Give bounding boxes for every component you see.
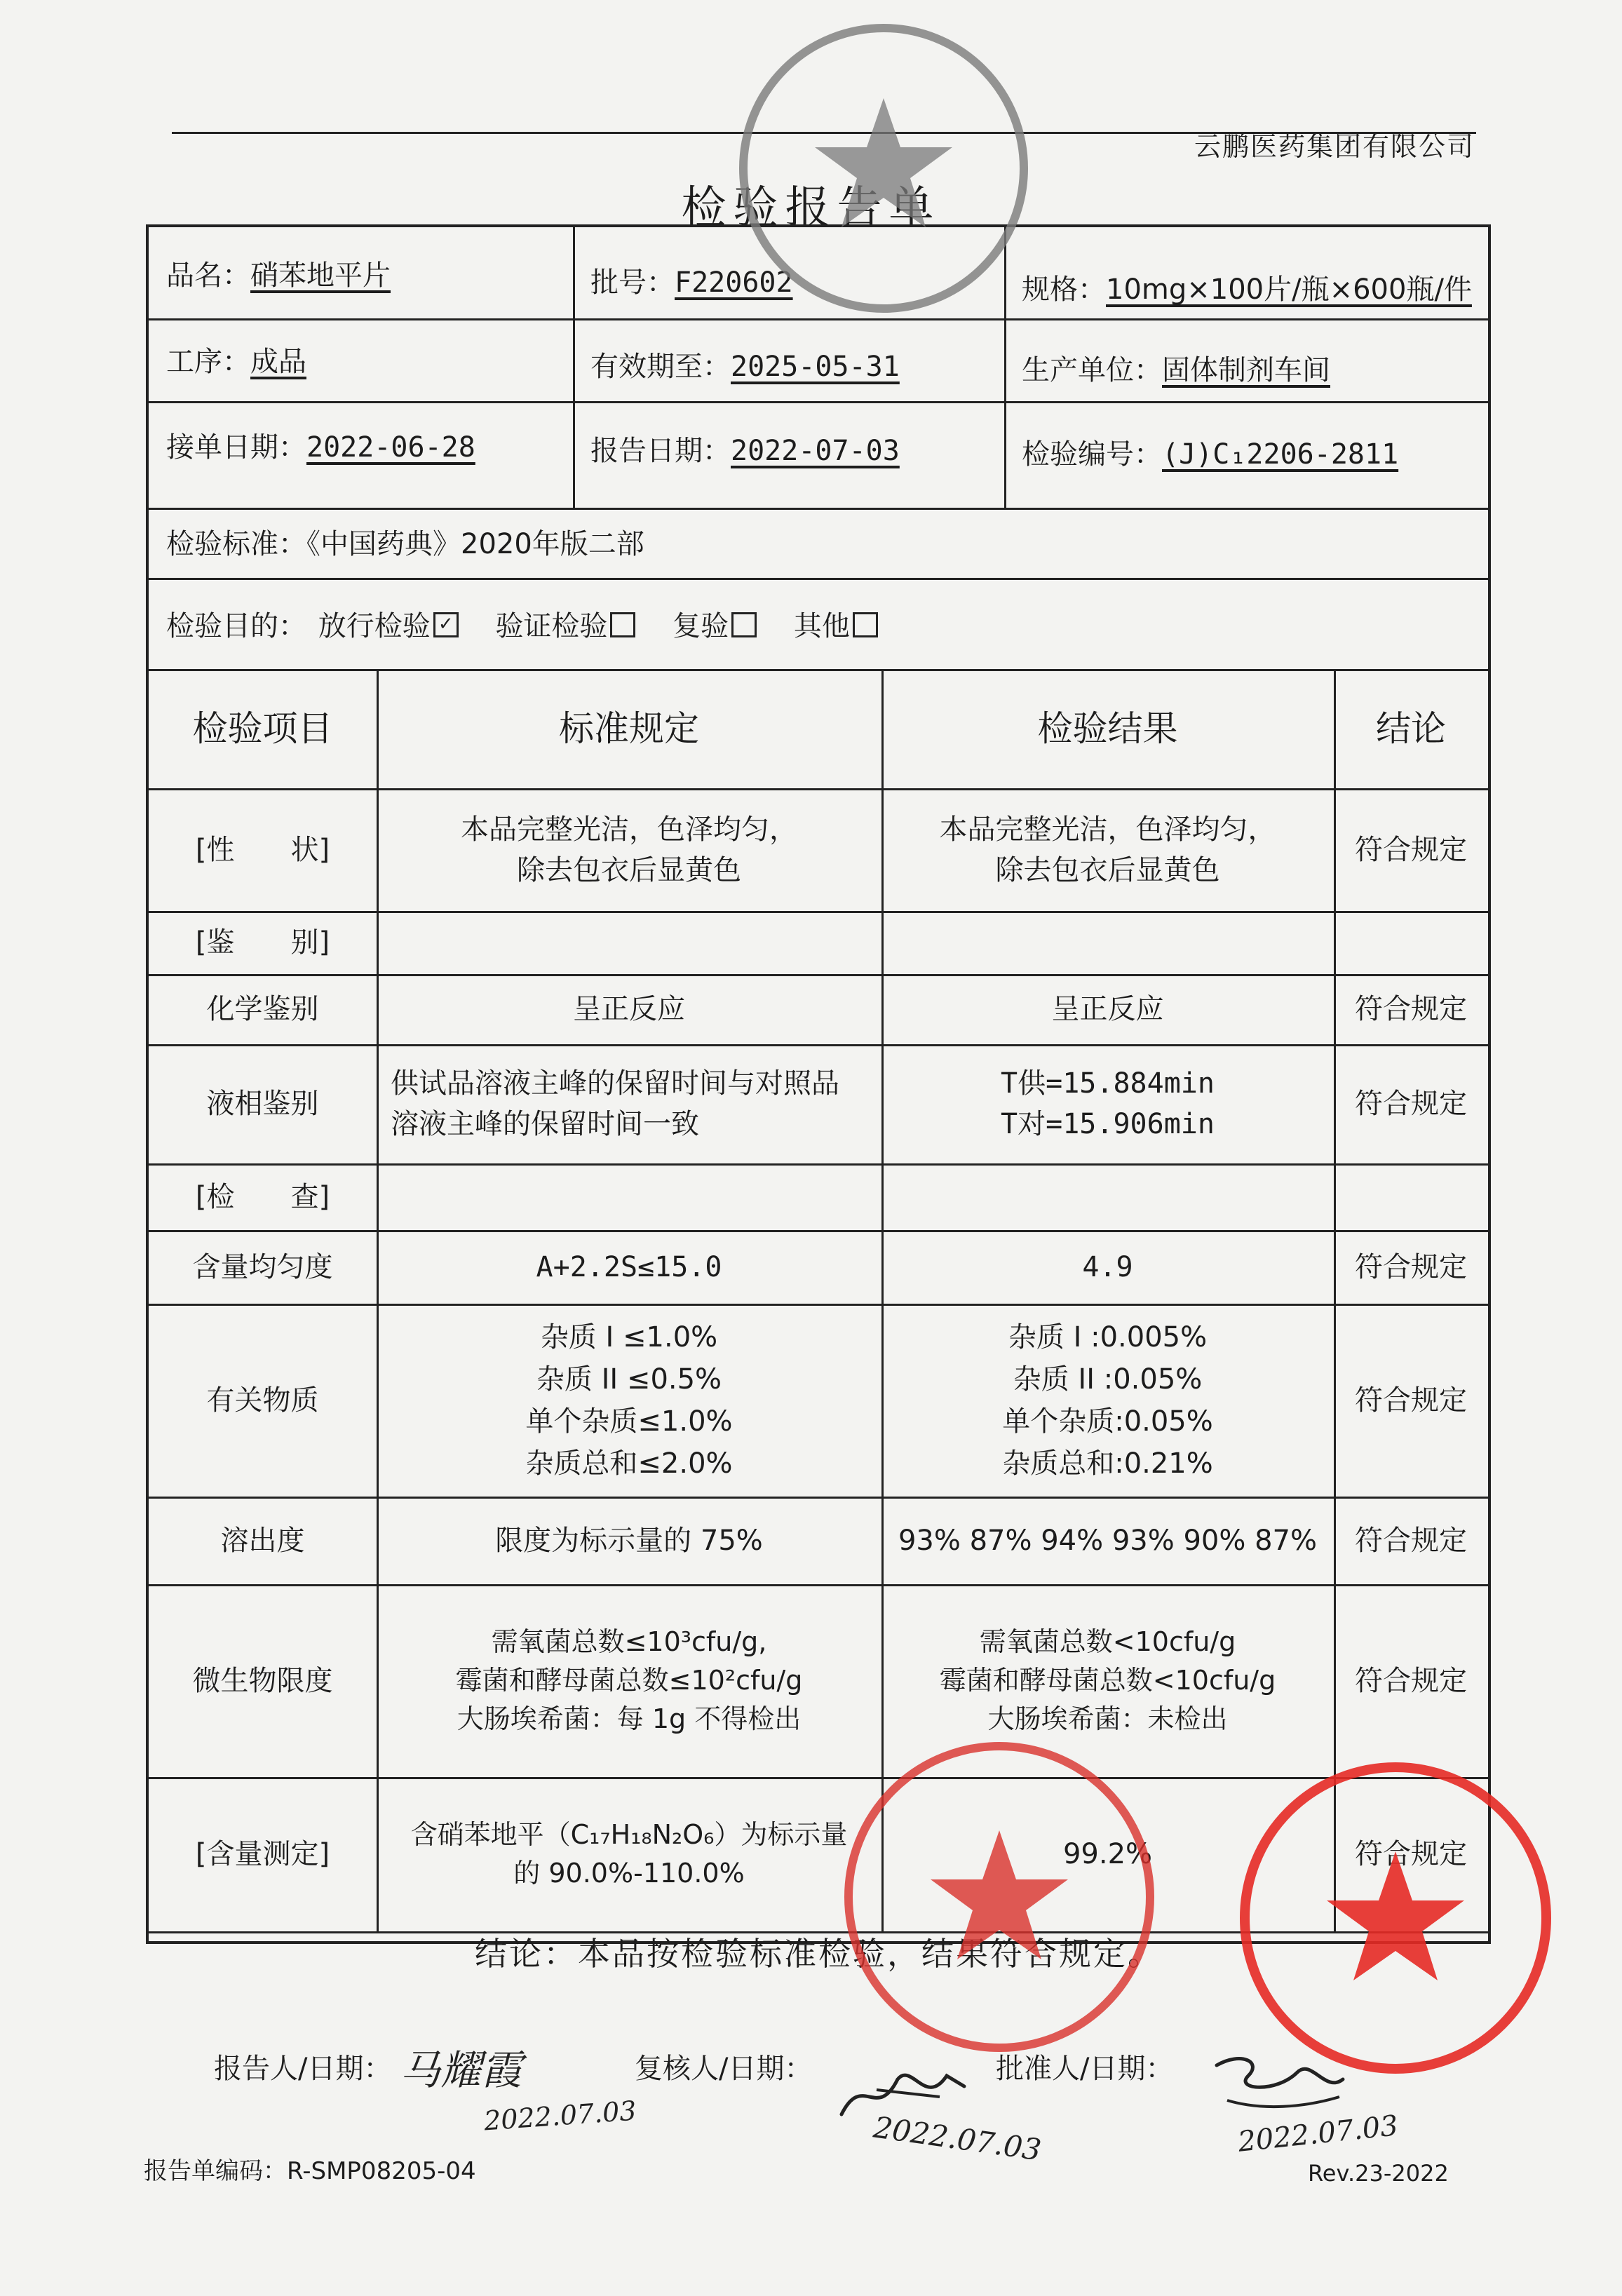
table-row-standard: A+2.2S≤15.0 xyxy=(536,1250,722,1283)
product-value: 硝苯地平片 xyxy=(250,259,391,292)
table-row-item: 化学鉴别 xyxy=(206,993,319,1025)
approver-date: 2022.07.03 xyxy=(1236,2109,1400,2159)
revision: Rev.23-2022 xyxy=(1308,2160,1449,2187)
table-row-standard: 含硝苯地平（C₁₇H₁₈N₂O₆）为标示量 的 90.0%-110.0% xyxy=(410,1818,848,1889)
purpose-label: 检验目的： xyxy=(166,610,306,642)
table-row-result: 需氧菌总数<10cfu/g 霉菌和酵母菌总数<10cfu/g 大肠埃希菌：未检出 xyxy=(939,1626,1276,1735)
column-header-item: 检验项目 xyxy=(192,708,333,749)
expiry-label: 有效期至： xyxy=(590,351,731,383)
table-section-item: [检 查] xyxy=(195,1180,330,1213)
table-row-conclusion: 符合规定 xyxy=(1355,1664,1467,1697)
test-purpose xyxy=(166,609,878,643)
company-inspection-seal xyxy=(729,14,1038,323)
expiry-value: 2025-05-31 xyxy=(731,351,900,383)
table-row-result: T供=15.884min T对=15.906min xyxy=(1001,1067,1215,1140)
table-section-item: [鉴 别] xyxy=(195,926,330,959)
reporter-date: 2022.07.03 xyxy=(482,2095,637,2137)
divider xyxy=(149,401,1488,403)
table-row-standard: 需氧菌总数≤10³cfu/g, 霉菌和酵母菌总数≤10²cfu/g 大肠埃希菌：每 1g 不得检出 xyxy=(455,1626,803,1735)
table-row-conclusion: 符合规定 xyxy=(1355,993,1467,1025)
test-standard: 检验标准：《中国药典》2020年版二部 xyxy=(166,528,644,560)
table-row-conclusion: 符合规定 xyxy=(1355,833,1467,866)
table-row-result: 杂质 I :0.005% 杂质 II :0.05% 单个杂质:0.05% 杂质总和:0.21% xyxy=(1002,1321,1213,1480)
process-label: 工序： xyxy=(166,346,250,378)
test-number-label: 检验编号： xyxy=(1022,438,1162,471)
report-table xyxy=(146,224,1491,1944)
final-conclusion: 结论：本品按检验标准检验，结果符合规定。 xyxy=(475,1935,1162,1973)
column-header-conclusion: 结论 xyxy=(1376,708,1446,749)
checkbox-checked-icon: ✓ xyxy=(433,612,459,637)
checkbox-icon xyxy=(610,612,635,637)
pharmacy-quality-seal xyxy=(834,1732,1164,2062)
spec-field xyxy=(1022,273,1472,306)
table-row-item: 含量均匀度 xyxy=(192,1250,333,1283)
table-row-conclusion: 符合规定 xyxy=(1355,1838,1467,1870)
table-row-result: 呈正反应 xyxy=(1051,993,1164,1025)
table-row-standard: 本品完整光洁，色泽均匀， 除去包衣后显黄色 xyxy=(461,813,797,886)
checkbox-icon xyxy=(853,612,878,637)
purpose-release: 放行检验 ✓ xyxy=(318,610,459,642)
table-row-item: 有关物质 xyxy=(206,1384,319,1417)
table-row-result: 93% 87% 94% 93% 90% 87% xyxy=(898,1524,1317,1557)
report-date-value: 2022-07-03 xyxy=(731,435,900,467)
divider xyxy=(149,508,1488,510)
test-number-value: (J)C₁2206-2811 xyxy=(1162,438,1399,471)
reviewer-label: 复核人/日期： xyxy=(635,2053,813,2085)
table-row-conclusion: 符合规定 xyxy=(1355,1524,1467,1557)
purpose-retest: 复验 xyxy=(673,610,757,642)
product-field xyxy=(166,259,391,292)
table-row-standard: 呈正反应 xyxy=(573,993,685,1025)
reviewer-date: 2022.07.03 xyxy=(871,2109,1043,2168)
table-row-result: 4.9 xyxy=(1082,1250,1133,1283)
report-date-field xyxy=(590,434,900,468)
report-date-label: 报告日期： xyxy=(590,435,731,467)
reporter-label: 报告人/日期： xyxy=(214,2053,392,2085)
test-number-field xyxy=(1022,438,1398,471)
table-row-item: [性 状] xyxy=(195,833,330,866)
batch-label: 批号： xyxy=(590,266,675,299)
table-row-conclusion: 符合规定 xyxy=(1355,1250,1467,1283)
process-field xyxy=(166,345,306,379)
table-row-standard: 杂质 I ≤1.0% 杂质 II ≤0.5% 单个杂质≤1.0% 杂质总和≤2.0% xyxy=(525,1321,733,1480)
divider xyxy=(149,578,1488,580)
report-code: 报告单编码：R-SMP08205-04 xyxy=(144,2157,476,2185)
purpose-validation: 验证检验 xyxy=(495,610,635,642)
column-header-standard: 标准规定 xyxy=(559,708,699,749)
expiry-field xyxy=(590,350,900,384)
batch-value: F220602 xyxy=(675,266,793,299)
table-row-standard: 限度为标示量的 75% xyxy=(495,1524,763,1557)
column-header-result: 检验结果 xyxy=(1037,708,1178,749)
spec-label: 规格： xyxy=(1022,274,1106,306)
checkbox-icon xyxy=(731,612,757,637)
producer-value: 固体制剂车间 xyxy=(1162,354,1330,386)
spec-value: 10mg×100片/瓶×600瓶/件 xyxy=(1106,274,1472,306)
company-quality-seal xyxy=(1231,1753,1560,2083)
receive-date-label: 接单日期： xyxy=(166,431,306,464)
reporter-signature: 马耀霞 xyxy=(400,2046,522,2094)
receive-date-field xyxy=(166,431,475,464)
divider xyxy=(573,227,575,508)
table-row-conclusion: 符合规定 xyxy=(1355,1088,1467,1120)
purpose-other: 其他 xyxy=(794,610,878,642)
table-row-item: 液相鉴别 xyxy=(206,1088,319,1120)
table-row-item: 溶出度 xyxy=(220,1524,305,1557)
table-row-item: 微生物限度 xyxy=(192,1664,333,1697)
approver-label: 批准人/日期： xyxy=(996,2053,1174,2085)
product-label: 品名： xyxy=(166,259,250,292)
table-row-conclusion: 符合规定 xyxy=(1355,1384,1467,1417)
table-row-result: 99.2% xyxy=(1062,1838,1153,1870)
receive-date-value: 2022-06-28 xyxy=(306,431,475,464)
producer-field xyxy=(1022,353,1330,387)
table-row-item: [含量测定] xyxy=(195,1838,330,1870)
report-title: 检验报告单 xyxy=(681,182,941,234)
company-name: 云鹏医药集团有限公司 xyxy=(1194,131,1475,162)
producer-label: 生产单位： xyxy=(1022,354,1162,386)
table-row-standard: 供试品溶液主峰的保留时间与对照品 溶液主峰的保留时间一致 xyxy=(391,1067,839,1140)
process-value: 成品 xyxy=(250,346,306,378)
table-row-result: 本品完整光洁，色泽均匀， 除去包衣后显黄色 xyxy=(939,813,1276,886)
